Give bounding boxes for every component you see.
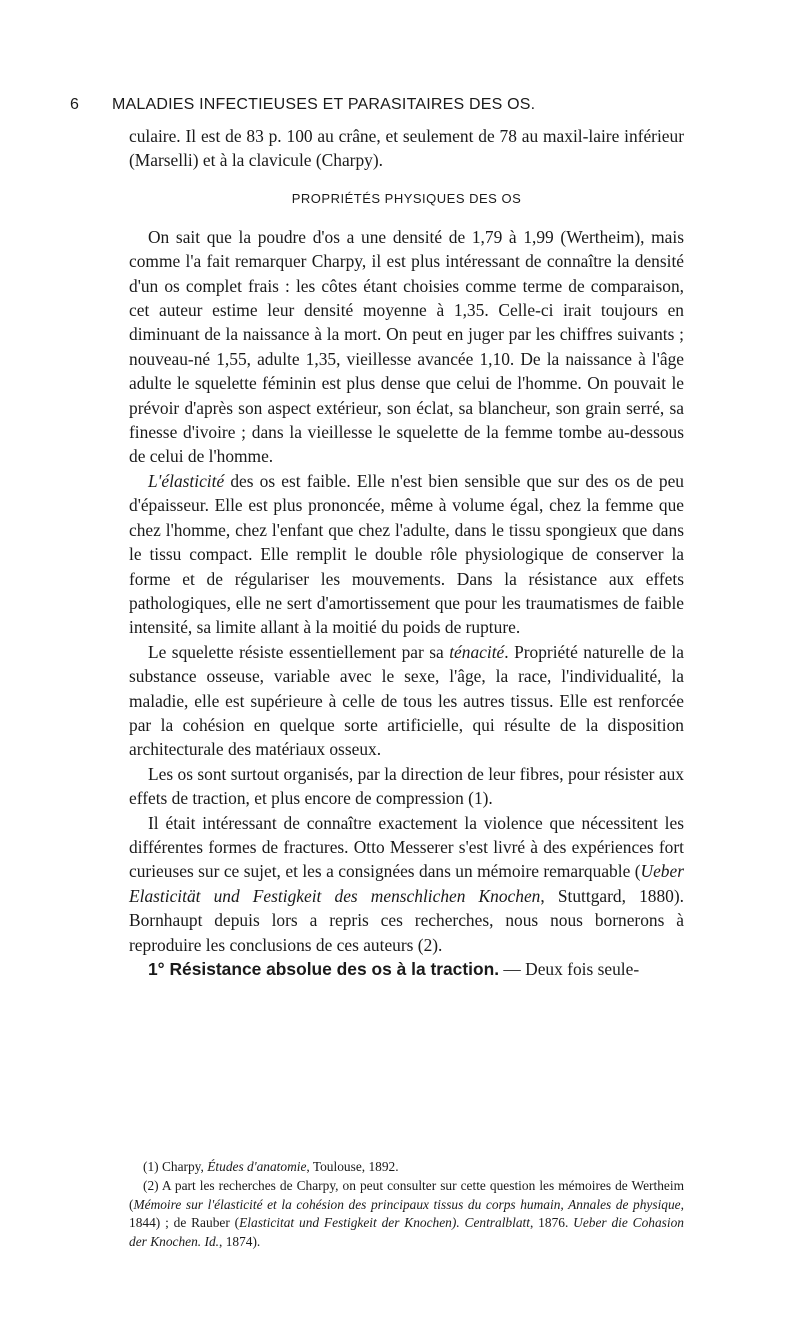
paragraph-organisation: Les os sont surtout organisés, par la direction de leur fibres, pour résister aux effets de traction, et plus encore de compression (1). [129, 763, 684, 809]
paragraph-tenacity-start: Le squelette résiste essentiellement par sa [148, 641, 450, 662]
footnote-2 [129, 1177, 684, 1252]
body-text [129, 124, 684, 981]
subsection-heading: Résistance absolue des os à la traction. [169, 959, 500, 979]
subsection-number: 1° [148, 959, 170, 979]
term-elasticity: L'élasticité [148, 470, 225, 491]
footnote-2-title-3: Ueber die Cohasion der Knochen. Id. [129, 1215, 685, 1250]
term-tenacity: ténacité [449, 641, 505, 662]
footnote-2-start: (2) A part les recherches de Charpy, on peut consulter sur cette question les mémoires de Wertheim ( [129, 1177, 684, 1212]
running-header [70, 96, 730, 120]
footnote-1-title: Études d'anatomie [207, 1159, 307, 1174]
paragraph-fractures-text: , Stuttgard, 1880). Bornhaupt depuis lors a repris ces recherches, nous nous bornerons à reproduire les conclusions de ces auteurs (2). [129, 885, 685, 955]
paragraph-elasticity [129, 469, 684, 640]
paragraph-continuation: culaire. Il est de 83 p. 100 au crâne, et seulement de 78 au maxil-laire inférieur (Marselli) et à la clavicule (Charpy). [129, 126, 684, 171]
paragraph-fractures-start: Il était intéressant de connaître exactement la violence que nécessitent les différentes formes de fractures. Otto Messerer s'est livré à des expériences fort curieuses sur ce sujet, et les a consignées dans un mémoire remarquable ( [129, 812, 684, 882]
paragraph-tenacity [129, 640, 684, 762]
footnote-2-title-1: Mémoire sur l'élasticité et la cohésion des principaux tissus du corps humain, Annales de physique [133, 1196, 681, 1212]
paragraph-traction-text: — Deux fois seule- [499, 959, 640, 979]
section-heading: PROPRIÉTÉS PHYSIQUES DES OS [291, 190, 522, 206]
running-title: MALADIES INFECTIEUSES ET PARASITAIRES DES OS. [112, 96, 536, 113]
paragraph-density: On sait que la poudre d'os a une densité de 1,79 à 1,99 (Wertheim), mais comme l'a fait remarquer Charpy, il est plus intéressant de connaître la densité d'un os complet frais : les côtes étant choisies comme terme de comparaison, cet auteur estime leur densité moyenne à 1,35. Celle-ci irait toujours en diminuant de la naissance à la mort. On peut en juger par les chiffres suivants ; nouveau-né 1,55, adulte 1,35, vieillesse avancée 1,10. De la naissance à l'âge adulte le squelette féminin est plus dense que celui de l'homme. On pouvait le prévoir d'après son aspect extérieur, son éclat, sa blancheur, son grain serré, sa finesse d'ivoire ; dans la vieillesse le squelette de la femme tombe au-dessous de celui de l'homme. [129, 226, 684, 467]
paragraph-elasticity-text: des os est faible. Elle n'est bien sensible que sur des os de peu d'épaisseur. Elle est plus prononcée, même à volume égal, chez la femme que chez l'homme, chez l'enfant que chez l'adulte, dans le tissu spongieux que dans le tissu compact. Elle remplit le double rôle physiologique de conserver la forme et de régulariser les mouvements. Dans la résistance aux effets pathologiques, elle ne sert d'amortissement que pour les traumatismes de faible intensité, sa limite allant à la moitié du poids de rupture. [129, 470, 684, 638]
footnote-2-end: , 1874). [219, 1234, 261, 1250]
paragraph-tenacity-text: . Propriété naturelle de la substance osseuse, variable avec le sexe, l'âge, la race, l'individualité, la maladie, elle est supérieure à celle de tous les autres tissus. Elle est renforcée par la cohésion en quelque sorte artificielle, qui résulte de la disposition architecturale des matériaux osseux. [129, 641, 684, 760]
footnote-1 [129, 1158, 684, 1177]
footnote-2-title-2: Elasticitat und Festigkeit der Knochen). Centralblatt [239, 1215, 530, 1231]
footnote-2-mid-1: , 1844) ; de Rauber ( [129, 1196, 684, 1231]
footnotes [129, 1158, 684, 1252]
footnote-1-end: , Toulouse, 1892. [306, 1159, 399, 1174]
page-number: 6 [70, 96, 80, 113]
cited-work-title: Ueber Elasticität und Festigkeit des menschlichen Knochen [129, 861, 684, 906]
paragraph-fractures [129, 811, 684, 957]
footnote-2-mid-2: , 1876. [529, 1215, 574, 1231]
paragraph-traction [129, 957, 684, 981]
footnote-1-start: (1) Charpy, [143, 1159, 208, 1174]
